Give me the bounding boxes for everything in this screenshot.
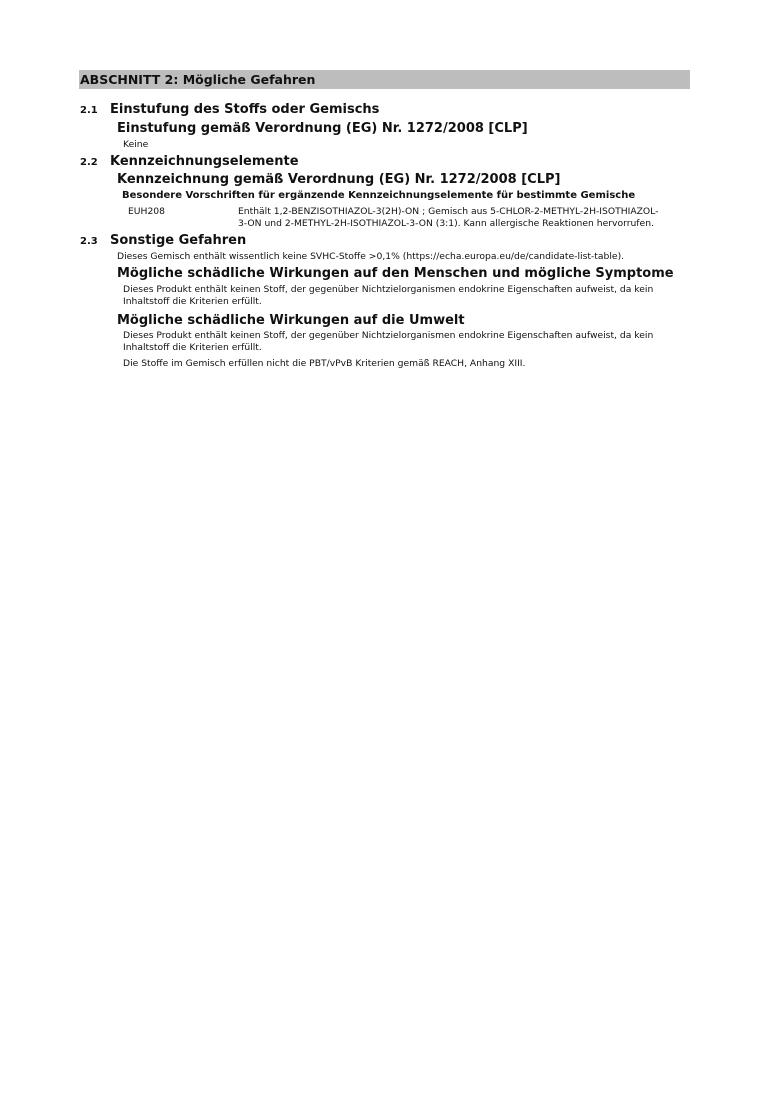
section-number-2-2: 2.2 bbox=[80, 157, 98, 168]
heading-environment-effects: Mögliche schädliche Wirkungen auf die Umwelt bbox=[117, 313, 465, 328]
special-provisions-heading: Besondere Vorschriften für ergänzende Kennzeichnungselemente für bestimmte Gemische bbox=[122, 190, 636, 201]
heading-human-effects: Mögliche schädliche Wirkungen auf den Menschen und mögliche Symptome bbox=[117, 266, 674, 281]
environment-effects-line-2: Inhaltstoff die Kriterien erfüllt. bbox=[123, 342, 262, 353]
euh-text-line-2: 3-ON und 2-METHYL-2H-ISOTHIAZOL-3-ON (3:1). Kann allergische Reaktionen hervorrufen. bbox=[238, 218, 654, 229]
heading-einstufung: Einstufung des Stoffs oder Gemischs bbox=[110, 102, 380, 117]
human-effects-line-2: Inhaltstoff die Kriterien erfüllt. bbox=[123, 296, 262, 307]
einstufung-value: Keine bbox=[123, 139, 149, 150]
section-title: ABSCHNITT 2: Mögliche Gefahren bbox=[79, 70, 690, 89]
subheading-einstufung-clp: Einstufung gemäß Verordnung (EG) Nr. 1272/2008 [CLP] bbox=[117, 121, 528, 136]
euh-code: EUH208 bbox=[128, 206, 165, 217]
pbt-statement: Die Stoffe im Gemisch erfüllen nicht die PBT/vPvB Kriterien gemäß REACH, Anhang XIII. bbox=[123, 358, 526, 369]
human-effects-line-1: Dieses Produkt enthält keinen Stoff, der gegenüber Nichtzielorganismen endokrine Eigenschaften aufweist, da kein bbox=[123, 284, 654, 295]
heading-sonstige-gefahren: Sonstige Gefahren bbox=[110, 233, 247, 248]
heading-kennzeichnungselemente: Kennzeichnungselemente bbox=[110, 154, 299, 169]
svhc-statement: Dieses Gemisch enthält wissentlich keine SVHC-Stoffe >0,1% (https://echa.europa.eu/de/candidate-list-table). bbox=[117, 251, 625, 262]
environment-effects-line-1: Dieses Produkt enthält keinen Stoff, der gegenüber Nichtzielorganismen endokrine Eigenschaften aufweist, da kein bbox=[123, 330, 654, 341]
euh-text-line-1: Enthält 1,2-BENZISOTHIAZOL-3(2H)-ON ; Gemisch aus 5-CHLOR-2-METHYL-2H-ISOTHIAZOL- bbox=[238, 206, 659, 217]
section-number-2-3: 2.3 bbox=[80, 236, 98, 247]
section-number-2-1: 2.1 bbox=[80, 105, 98, 116]
subheading-kennzeichnung-clp: Kennzeichnung gemäß Verordnung (EG) Nr. 1272/2008 [CLP] bbox=[117, 172, 561, 187]
